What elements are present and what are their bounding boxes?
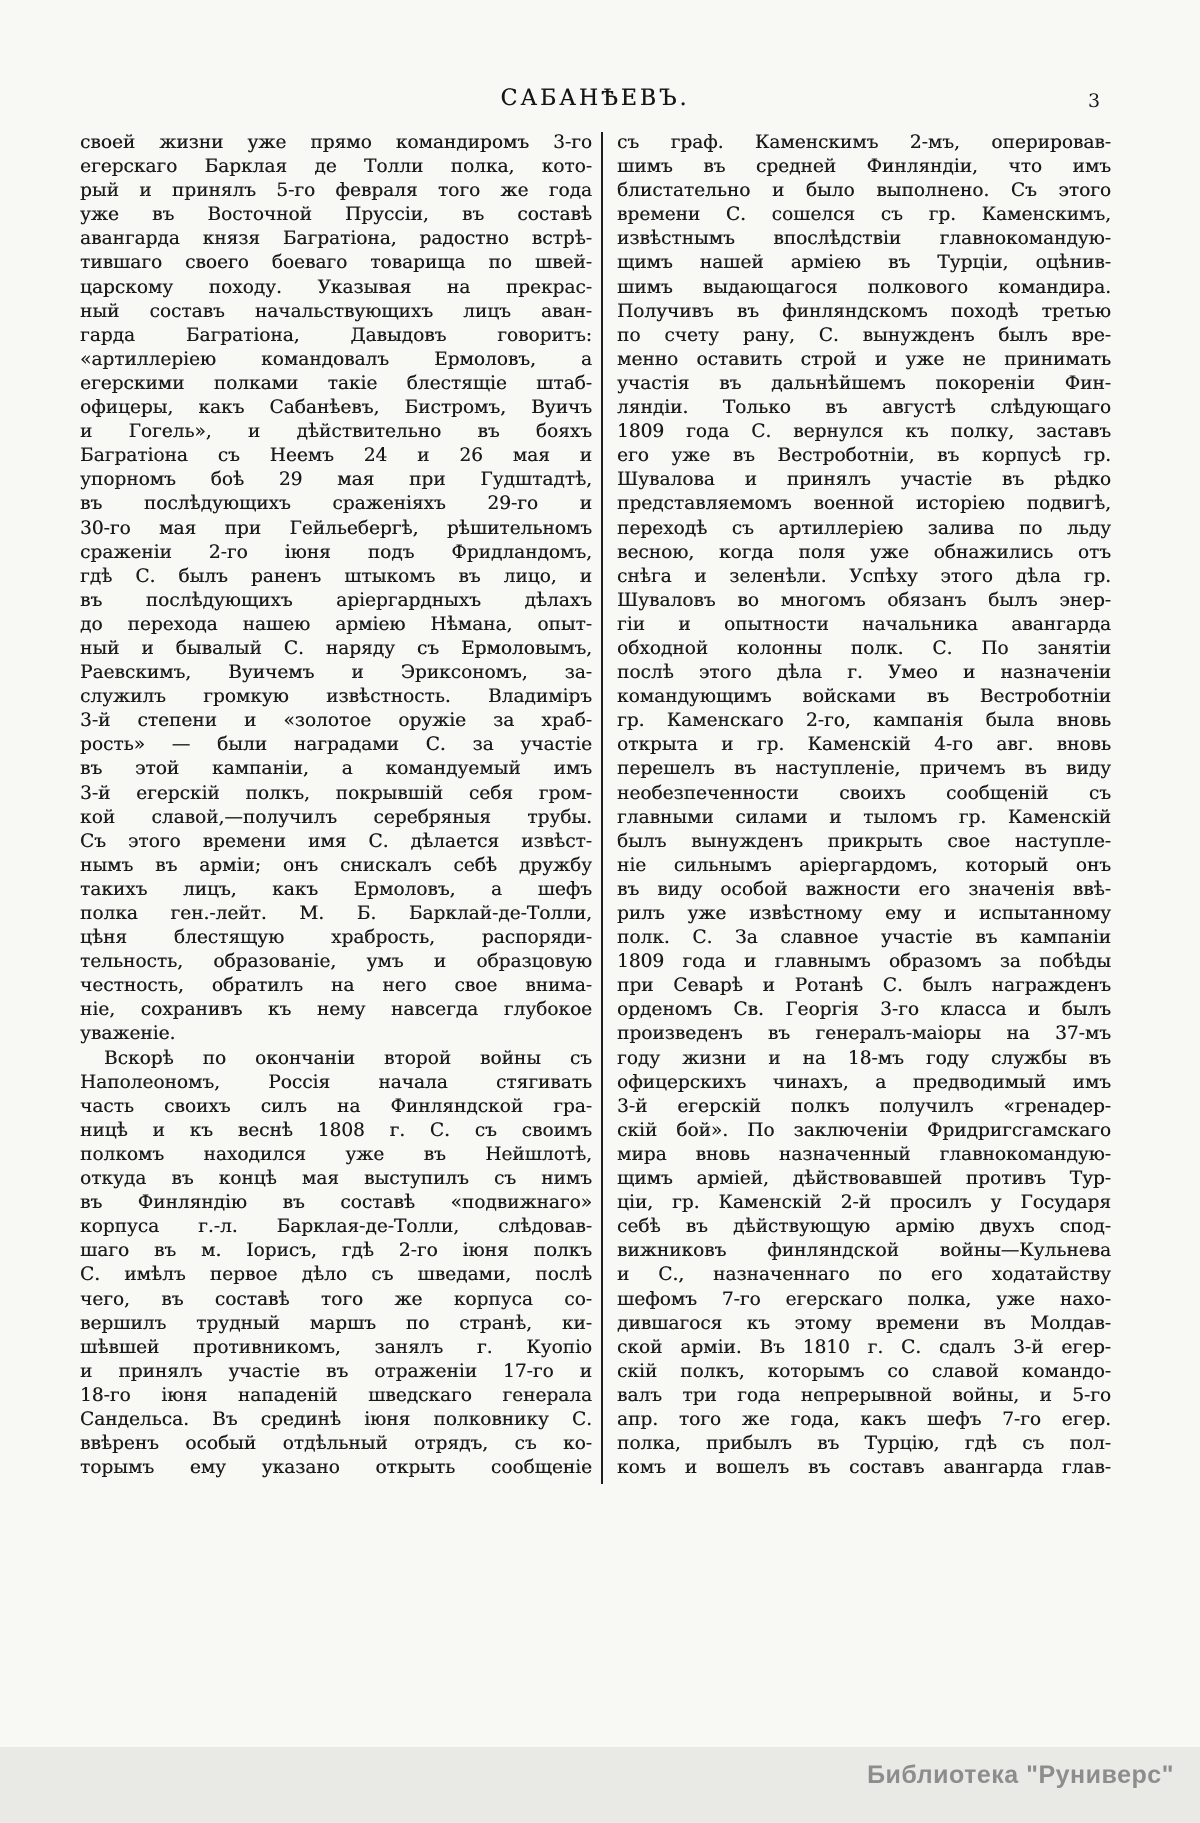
text-line: шаго въ м. Іорисъ, гдѣ 2-го іюня полкъ (80, 1240, 592, 1262)
text-line: полка, прибылъ въ Турцію, гдѣ съ пол- (617, 1433, 1111, 1455)
text-line: такихъ лицъ, какъ Ермоловъ, а шефъ (80, 878, 592, 900)
text-line: 30-го мая при Гейльебергѣ, рѣшительномъ (80, 517, 592, 539)
text-line: корпуса г.-л. Барклая-де-Толли, слѣдовав- (80, 1216, 592, 1238)
text-line: командующимъ войсками въ Вестроботніи (617, 686, 1111, 708)
text-line: своей жизни уже прямо командиромъ 3-го (80, 132, 592, 153)
text-line: и Гогель», и дѣйствительно въ бояхъ (80, 421, 592, 443)
text-line: рый и принялъ 5-го февраля того же года (80, 180, 592, 202)
text-line: шефомъ 7-го егерскаго полка, уже нахо- (617, 1288, 1111, 1310)
text-line: весною, когда поля уже обнажились отъ (617, 541, 1111, 563)
text-line: въ послѣдующихъ аріергардныхъ дѣлахъ (80, 589, 592, 611)
text-line: Шувалова и принялъ участіе въ рѣдко (617, 469, 1111, 491)
text-line: тившаго своего боеваго товарища по швей- (80, 252, 592, 274)
text-line: снѣга и зеленѣли. Успѣху этого дѣла гр. (617, 565, 1111, 587)
text-line: въ послѣдующихъ сраженіяхъ 29-го и (80, 493, 592, 515)
text-line: шѣвшей противникомъ, занялъ г. Куопіо (80, 1336, 592, 1358)
text-line: вижниковъ финляндской войны—Кульнева (617, 1240, 1111, 1262)
text-line: извѣстнымъ впослѣдствіи главнокомандую- (617, 228, 1111, 250)
text-line: перешелъ въ наступленіе, причемъ въ виду (617, 758, 1111, 780)
text-line: гарда Багратіона, Давыдовъ говоритъ: (80, 324, 592, 346)
text-line: сраженіи 2-го іюня подъ Фридландомъ, (80, 541, 592, 563)
text-line: 18-го іюня нападеній шведскаго генерала (80, 1384, 592, 1406)
column-right (617, 131, 1111, 1480)
page-number: 3 (1088, 90, 1101, 112)
library-watermark: Библиотека "Руниверс" (867, 1761, 1174, 1789)
text-line: скій полкъ, которымъ со славой командо- (617, 1360, 1111, 1382)
text-line: полкомъ находился уже въ Нейшлотѣ, (80, 1143, 592, 1165)
text-line: гдѣ С. былъ раненъ штыкомъ въ лицо, и (80, 565, 592, 587)
text-line: торымъ ему указано открыть сообщеніе (80, 1457, 592, 1479)
text-line: скій бой». По заключеніи Фридригсгамскаго (617, 1119, 1111, 1141)
text-line: апр. того же года, какъ шефъ 7-го егер. (617, 1408, 1111, 1430)
text-line: обходной колонны полк. С. По занятіи (617, 637, 1111, 659)
text-line: ввѣренъ особый отдѣльный отрядъ, съ ко- (80, 1433, 592, 1455)
text-line: участія въ дальнѣйшемъ покореніи Фин- (617, 372, 1111, 394)
text-line: переходѣ съ артиллеріею залива по льду (617, 517, 1111, 539)
text-line: ціи, гр. Каменскій 2-й просилъ у Государя (617, 1192, 1111, 1214)
text-line: чего, въ составѣ того же корпуса со- (80, 1288, 592, 1310)
text-line: ный и бывалый С. наряду съ Ермоловымъ, (80, 637, 592, 659)
text-line: дившагося къ этому времени въ Молдав- (617, 1312, 1111, 1334)
text-line: времени С. сошелся съ гр. Каменскимъ, (617, 204, 1111, 226)
text-line: честность, обратилъ на него свое внима- (80, 975, 592, 997)
text-line: «артиллеріею командовалъ Ермоловъ, а (80, 348, 592, 370)
text-line: кой славой,—получилъ серебряныя трубы. (80, 806, 592, 828)
text-line: рилъ уже извѣстному ему и испытанному (617, 903, 1111, 924)
text-line: С. имѣлъ первое дѣло съ шведами, послѣ (80, 1264, 592, 1286)
text-line: 3-й егерскій полкъ, покрывшій себя гром- (80, 782, 592, 804)
text-line: Вскорѣ по окончаніи второй войны съ (104, 1047, 592, 1069)
text-line: рость» — были наградами С. за участіе (80, 734, 592, 756)
text-line: Съ этого времени имя С. дѣлается извѣст- (80, 830, 592, 852)
text-line: блистательно и было выполнено. Съ этого (617, 180, 1111, 202)
text-line: ніе сильнымъ аріергардомъ, который онъ (617, 854, 1111, 876)
text-line: валъ три года непрерывной войны, и 5-го (617, 1384, 1111, 1406)
text-line: егерскаго Барклая де Толли полка, кото- (80, 156, 592, 178)
text-line: уваженіе. (80, 1023, 176, 1045)
text-line: Раевскимъ, Вуичемъ и Эриксономъ, за- (80, 662, 592, 684)
text-line: себѣ въ дѣйствующую армію двухъ спод- (617, 1216, 1111, 1238)
text-line: былъ вынужденъ прикрыть свое наступле- (617, 830, 1111, 852)
text-line: щимъ арміей, дѣйствовавшей противъ Тур- (617, 1168, 1111, 1190)
text-line: при Севарѣ и Ротанѣ С. былъ награжденъ (617, 975, 1111, 997)
text-line: и принялъ участіе въ отраженіи 17-го и (80, 1360, 592, 1382)
text-line: полк. С. За славное участіе въ кампаніи (617, 927, 1111, 949)
text-line: менно оставить строй и уже не принимать (617, 348, 1111, 370)
text-line: мира вновь назначенный главнокомандую- (617, 1143, 1111, 1165)
text-line: ницѣ и къ веснѣ 1808 г. С. съ своимъ (80, 1119, 592, 1141)
text-line: его уже въ Вестроботніи, въ корпусѣ гр. (617, 445, 1111, 467)
text-line: 3-й егерскій полкъ получилъ «гренадер- (617, 1095, 1111, 1117)
text-line: 1809 года и главнымъ образомъ за побѣды (617, 951, 1111, 973)
column-divider (601, 132, 603, 1484)
text-line: гр. Каменскаго 2-го, кампанія была вновь (617, 710, 1111, 732)
text-line: въ этой кампаніи, а командуемый имъ (80, 758, 592, 780)
text-line: ляндіи. Только въ августѣ слѣдующаго (617, 397, 1111, 419)
text-line: полка ген.-лейт. М. Б. Барклай-де-Толли, (80, 903, 592, 924)
text-line: въ Финляндію въ составѣ «подвижнаго» (80, 1192, 592, 1214)
text-line: представляемомъ военной исторіею подвигѣ, (617, 493, 1111, 515)
text-line: и С., назначеннаго по его ходатайству (617, 1264, 1111, 1286)
page-header-title: САБАНѢЕВЪ. (500, 86, 690, 111)
text-line: служилъ громкую извѣстность. Владиміръ (80, 686, 592, 708)
text-line: офицерскихъ чинахъ, а предводимый имъ (617, 1071, 1111, 1093)
text-line: послѣ этого дѣла г. Умео и назначеніи (617, 662, 1111, 684)
text-line: необезпеченности своихъ сообщеній съ (617, 782, 1111, 804)
text-line: по счету рану, С. вынужденъ былъ вре- (617, 324, 1111, 346)
text-line: царскому походу. Указывая на прекрас- (80, 276, 592, 298)
text-line: егерскими полками такіе блестящіе штаб- (80, 372, 592, 394)
text-line: тельность, образованіе, умъ и образцовую (80, 951, 592, 973)
text-line: упорномъ боѣ 29 мая при Гудштадтѣ, (80, 469, 592, 491)
text-line: щимъ нашей арміею въ Турціи, оцѣнив- (617, 252, 1111, 274)
text-line: вершилъ трудный маршъ по странѣ, ки- (80, 1312, 592, 1334)
text-line: часть своихъ силъ на Финляндской гра- (80, 1095, 592, 1117)
text-line: въ виду особой важности его значенія ввѣ- (617, 878, 1111, 900)
column-left (80, 131, 592, 1480)
text-line: откуда въ концѣ мая выступилъ съ нимъ (80, 1168, 592, 1190)
text-line: главными силами и тыломъ гр. Каменскій (617, 806, 1111, 828)
footer-strip (0, 1747, 1200, 1823)
text-line: ніе, сохранивъ къ нему навсегда глубокое (80, 999, 592, 1021)
text-line: 1809 года С. вернулся къ полку, заставъ (617, 421, 1111, 443)
text-line: 3-й степени и «золотое оружіе за храб- (80, 710, 592, 732)
text-line: ской арміи. Въ 1810 г. С. сдалъ 3-й егер- (617, 1336, 1111, 1358)
text-line: шимъ въ средней Финляндіи, что имъ (617, 156, 1111, 178)
text-line: цѣня блестящую храбрость, распоряди- (80, 927, 592, 949)
text-line: году жизни и на 18-мъ году службы въ (617, 1047, 1111, 1069)
text-line: комъ и вошелъ въ составъ авангарда глав- (617, 1457, 1111, 1479)
text-line: ный составъ начальствующихъ лицъ аван- (80, 300, 592, 322)
text-line: съ граф. Каменскимъ 2-мъ, оперировав- (617, 132, 1111, 153)
text-line: Багратіона съ Неемъ 24 и 26 мая и (80, 445, 592, 467)
text-line: авангарда князя Багратіона, радостно встрѣ- (80, 228, 592, 250)
text-line: Сандельса. Въ срединѣ іюня полковнику С. (80, 1408, 592, 1430)
text-line: орденомъ Св. Георгія 3-го класса и былъ (617, 999, 1111, 1021)
text-line: до перехода нашею арміею Нѣмана, опыт- (80, 613, 592, 635)
text-line: уже въ Восточной Пруссіи, въ составѣ (80, 204, 592, 226)
text-line: открыта и гр. Каменскій 4-го авг. вновь (617, 734, 1111, 756)
text-line: шимъ выдающагося полкового командира. (617, 276, 1111, 298)
text-line: Шуваловъ во многомъ обязанъ былъ энер- (617, 589, 1111, 611)
text-line: Наполеономъ, Россія начала стягивать (80, 1071, 592, 1093)
text-line: нымъ въ арміи; онъ снискалъ себѣ дружбу (80, 854, 592, 876)
text-line: гіи и опытности начальника авангарда (617, 613, 1111, 635)
text-line: Получивъ въ финляндскомъ походѣ третью (617, 300, 1111, 322)
text-line: произведенъ въ генералъ-маіоры на 37-мъ (617, 1023, 1111, 1045)
text-line: офицеры, какъ Сабанѣевъ, Бистромъ, Вуичъ (80, 397, 592, 419)
